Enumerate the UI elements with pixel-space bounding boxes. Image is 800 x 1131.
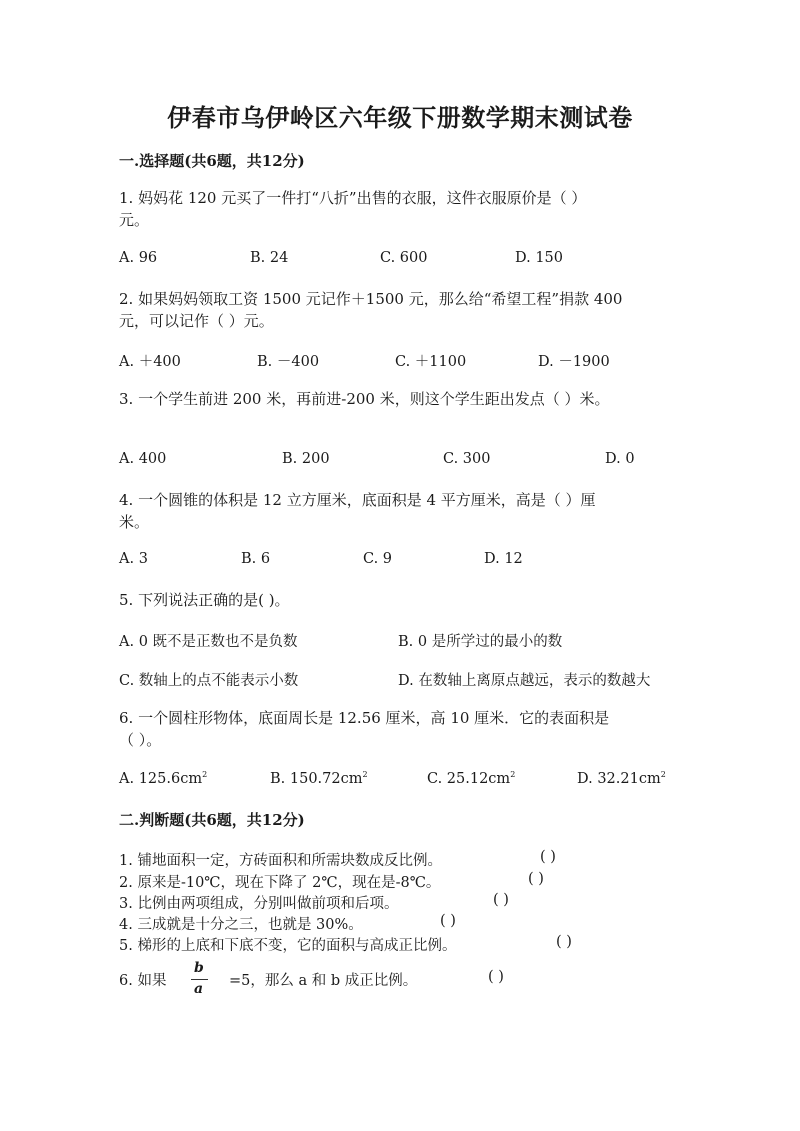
question-2-option-a: A. ＋400 <box>119 354 181 370</box>
judge-item-1-text: 1. 铺地面积一定，方砖面积和所需块数成反比例。 <box>119 853 442 869</box>
judge-item-6-prefix: 6. 如果 <box>119 973 167 989</box>
judge-item-4-text: 4. 三成就是十分之三，也就是 30%。 <box>119 917 363 933</box>
question-6-option-c: C. $25.12cm^2$ <box>427 770 516 787</box>
question-6-option-d: D. $32.21cm^2$ <box>577 770 666 787</box>
question-6-option-a: A. $125.6cm^2$ <box>119 770 208 787</box>
question-6-option-b: B. $150.72cm^2$ <box>270 770 368 787</box>
judge-item-1-answer-blank: ( ) <box>540 849 556 865</box>
judge-item-2-text: 2. 原来是-10℃，现在下降了 2℃，现在是-8℃。 <box>119 875 441 891</box>
judge-item-3-text: 3. 比例由两项组成，分别叫做前项和后项。 <box>119 896 399 912</box>
question-1-option-d: D. 150 <box>515 250 564 266</box>
question-4-option-b: B. 6 <box>241 551 271 567</box>
question-1-option-b: B. 24 <box>250 250 289 266</box>
fraction-b-over-a <box>187 958 213 1002</box>
question-1-option-c: C. 600 <box>380 250 428 266</box>
question-4-line-1: 4. 一个圆锥的体积是 12 立方厘米，底面积是 4 平方厘米，高是（ ）厘 <box>119 491 596 509</box>
question-1-line-2: 元。 <box>119 211 150 229</box>
question-5-option-d: D. 在数轴上离原点越远，表示的数越大 <box>398 673 651 689</box>
fraction-numerator: b <box>194 960 204 976</box>
judge-item-5-text: 5. 梯形的上底和下底不变，它的面积与高成正比例。 <box>119 938 457 954</box>
question-2-option-d: D. －1900 <box>538 354 610 370</box>
question-1-option-a: A. 96 <box>119 250 158 266</box>
question-4-option-c: C. 9 <box>363 551 393 567</box>
fraction-denominator: a <box>194 981 204 997</box>
question-5-option-c: C. 数轴上的点不能表示小数 <box>119 673 299 689</box>
judge-item-2-answer-blank: ( ) <box>528 871 544 887</box>
question-2-line-2: 元，可以记作（ ）元。 <box>119 312 274 330</box>
question-3-option-a: A. 400 <box>119 451 167 467</box>
judge-item-6-answer-blank: ( ) <box>488 969 504 985</box>
fraction-bar <box>191 979 208 980</box>
question-4-line-2: 米。 <box>119 513 150 531</box>
question-1-line-1: 1. 妈妈花 120 元买了一件打“八折”出售的衣服，这件衣服原价是（ ） <box>119 189 587 207</box>
question-4-option-a: A. 3 <box>119 551 148 567</box>
judge-item-4-answer-blank: ( ) <box>440 913 456 929</box>
question-6-line-2: （ ）。 <box>119 731 162 749</box>
section-heading-judge: 二.判断题(共6题，共12分) <box>119 811 305 829</box>
question-3-line-1: 3. 一个学生前进 200 米，再前进-200 米，则这个学生距出发点（ ）米。 <box>119 390 610 408</box>
question-2-option-b: B. －400 <box>257 354 320 370</box>
judge-item-6-suffix: =5，那么 a 和 b 成正比例。 <box>229 973 418 989</box>
question-3-option-b: B. 200 <box>282 451 330 467</box>
judge-item-5-answer-blank: ( ) <box>556 934 572 950</box>
question-3-option-c: C. 300 <box>443 451 491 467</box>
question-3-option-d: D. 0 <box>605 451 635 467</box>
judge-item-3-answer-blank: ( ) <box>493 892 509 908</box>
question-5-option-b: B. 0 是所学过的最小的数 <box>398 634 563 650</box>
question-5-option-a: A. 0 既不是正数也不是负数 <box>119 634 298 650</box>
section-heading-choice: 一.选择题(共6题，共12分) <box>119 152 305 170</box>
question-2-option-c: C. ＋1100 <box>395 354 467 370</box>
question-6-line-1: 6. 一个圆柱形物体，底面周长是 12.56 厘米，高 10 厘米．它的表面积是 <box>119 709 610 727</box>
question-5-line-1: 5. 下列说法正确的是( )。 <box>119 591 290 609</box>
page-title: 伊春市乌伊岭区六年级下册数学期末测试卷 <box>167 103 633 132</box>
question-4-option-d: D. 12 <box>484 551 523 567</box>
question-2-line-1: 2. 如果妈妈领取工资 1500 元记作＋1500 元，那么给“希望工程”捐款 400 <box>119 290 623 308</box>
